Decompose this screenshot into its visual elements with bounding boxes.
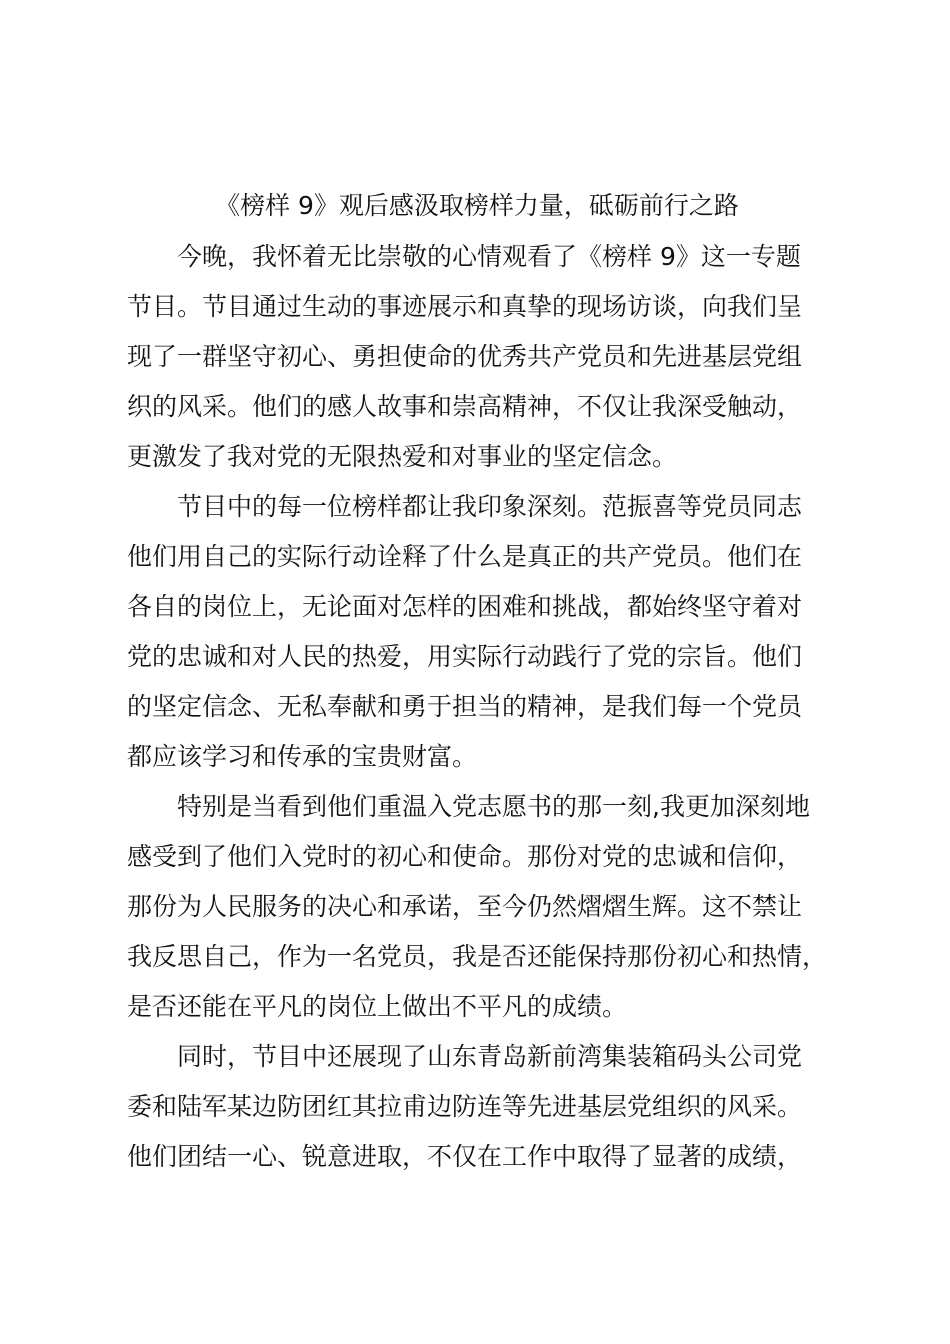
paragraph-line: 是否还能在平凡的岗位上做出不平凡的成绩。	[127, 992, 628, 1021]
paragraph-line: 节目中的每一位榜样都让我印象深刻。范振喜等党员同志	[177, 492, 803, 521]
paragraph-line: 党的忠诚和对人民的热爱，用实际行动践行了党的宗旨。他们	[127, 642, 803, 671]
paragraph-line: 我反思自己，作为一名党员，我是否还能保持那份初心和热情，	[127, 942, 828, 971]
paragraph-line: 节目。节目通过生动的事迹展示和真挚的现场访谈，向我们呈	[127, 292, 803, 321]
document-title: 《榜样 9》观后感汲取榜样力量，砥砺前行之路	[215, 191, 739, 220]
paragraph-line: 那份为人民服务的决心和承诺，至今仍然熠熠生辉。这不禁让	[127, 892, 803, 921]
document-body	[127, 232, 827, 1182]
paragraph-line: 他们团结一心、锐意进取，不仅在工作中取得了显著的成绩，	[127, 1142, 803, 1171]
paragraph-line: 同时，节目中还展现了山东青岛新前湾集装箱码头公司党	[177, 1042, 803, 1071]
paragraph-2	[127, 482, 827, 782]
paragraph-line: 现了一群坚守初心、勇担使命的优秀共产党员和先进基层党组	[127, 342, 803, 371]
paragraph-4	[127, 1032, 827, 1182]
paragraph-line: 感受到了他们入党时的初心和使命。那份对党的忠诚和信仰，	[127, 842, 803, 871]
paragraph-line: 都应该学习和传承的宝贵财富。	[127, 742, 478, 771]
paragraph-line: 更激发了我对党的无限热爱和对事业的坚定信念。	[127, 442, 678, 471]
paragraph-3	[127, 782, 827, 1032]
paragraph-line: 今晚，我怀着无比崇敬的心情观看了《榜样 9》这一专题	[177, 242, 801, 271]
paragraph-line: 特别是当看到他们重温入党志愿书的那一刻,我更加深刻地	[177, 792, 810, 821]
paragraph-line: 的坚定信念、无私奉献和勇于担当的精神，是我们每一个党员	[127, 692, 803, 721]
paragraph-line: 织的风采。他们的感人故事和崇高精神，不仅让我深受触动，	[127, 392, 803, 421]
paragraph-line: 他们用自己的实际行动诠释了什么是真正的共产党员。他们在	[127, 542, 803, 571]
paragraph-1	[127, 232, 827, 482]
paragraph-line: 委和陆军某边防团红其拉甫边防连等先进基层党组织的风采。	[127, 1092, 803, 1121]
paragraph-line: 各自的岗位上，无论面对怎样的困难和挑战，都始终坚守着对	[127, 592, 803, 621]
